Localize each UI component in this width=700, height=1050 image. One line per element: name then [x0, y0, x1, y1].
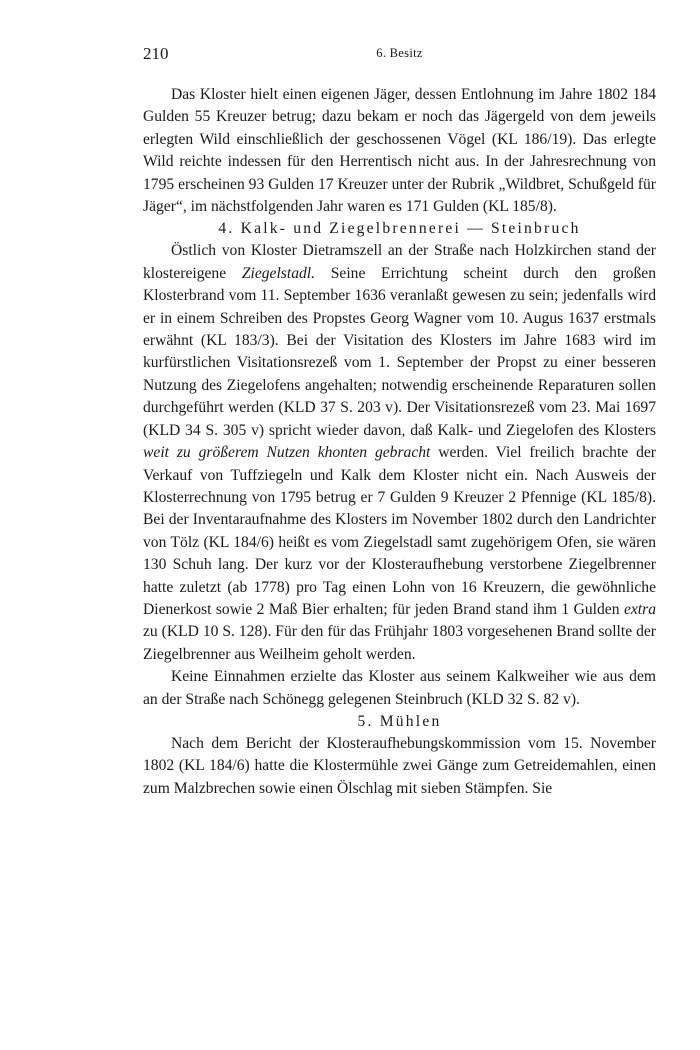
running-title: 6. Besitz [376, 46, 423, 60]
book-page [143, 44, 656, 800]
page-number: 210 [143, 44, 169, 63]
italic-term: Ziegelstadl. [241, 264, 316, 282]
paragraph-hunter: Das Kloster hielt einen eigenen Jäger, dessen Entlohnung im Jahre 1802 184 Gulden 55 Kreuzer betrug; dazu bekam er noch das Jägergeld von dem jeweils erlegten Wild einschließlich der geschossenen Vögel (KL 186/19). Das erlegte Wild reichte indessen für den Herrentisch nicht aus. In der Jahresrechnung von 1795 erscheinen 93 Gulden 17 Kreuzer unter der Rubrik „Wildbret, Schußgeld für Jäger“, im nächstfolgenden Jahr waren es 171 Gulden (KL 185/8). [143, 86, 656, 216]
section-heading-kalk-ziegel: 4. Kalk- und Ziegelbrennerei — Steinbruch [218, 220, 581, 238]
paragraph-ziegelstadl [143, 240, 656, 666]
text-run: Östlich von Kloster Dietramszell an der Straße nach Holzkirchen stand der klostereigene [143, 242, 656, 282]
text-run: zu (KLD 10 S. 128). Für den für das Frühjahr 1803 vorgesehenen Brand sollte der Ziegelbrenner aus Weilheim geholt werden. [143, 623, 656, 663]
text-run: Seine Errichtung scheint durch den großen Klosterbrand vom 11. September 1636 veranlaßt gewesen zu sein; jedenfalls wird er in einem Schreiben des Propstes Georg Wagner vom 10. Augus 1637 erstmals erwähnt (KL 183/3). Bei der Visitation des Klosters im Jahre 1683 wird im kurfürstlichen Visitationsrezeß vom 1. September der Propst zu einer besseren Nutzung des Ziegelofens angehalten; notwendig erscheinende Reparaturen sollen durchgeführt werden (KLD 37 S. 203 v). Der Visitationsrezeß vom 23. Mai 1697 (KLD 34 S. 305 v) spricht wieder davon, daß Kalk- und Ziegelofen des Klosters [143, 264, 656, 439]
section-heading-muehlen: 5. Mühlen [357, 712, 442, 730]
running-head [143, 44, 656, 68]
paragraph-kalkweiher: Keine Einnahmen erzielte das Kloster aus seinem Kalkweiher wie aus dem an der Straße nach Schönegg gelegenen Steinbruch (KLD 32 S. 82 v). [143, 668, 656, 708]
italic-quote: weit zu größerem Nutzen khonten gebracht [143, 444, 431, 462]
italic-term: extra [623, 600, 656, 618]
text-run: werden. Viel freilich brachte der Verkauf von Tuffziegeln und Kalk dem Kloster nicht ein. Nach Ausweis der Klosterrechnung von 1795 betrug er 7 Gulden 9 Kreuzer 2 Pfennige (KL 185/8). Bei der Inventaraufnahme des Klosters im November 1802 durch den Landrichter von Tölz (KL 184/6) heißt es vom Ziegelstadl samt zugehörigem Ofen, sie wären 130 Schuh lang. Der kurz vor der Klosteraufhebung verstorbene Ziegelbrenner hatte zuletzt (ab 1778) pro Tag einen Lohn von 16 Kreuzern, die gewöhnliche Dienerkost sowie 2 Maß Bier erhalten; für jeden Brand stand ihm 1 Gulden [143, 444, 656, 618]
paragraph-muehle: Nach dem Bericht der Klosteraufhebungskommission vom 15. November 1802 (KL 184/6) hatte die Klostermühle zwei Gänge zum Getreidemahlen, einen zum Malzbrechen sowie einen Ölschlag mit sieben Stämpfen. Sie [143, 734, 656, 797]
